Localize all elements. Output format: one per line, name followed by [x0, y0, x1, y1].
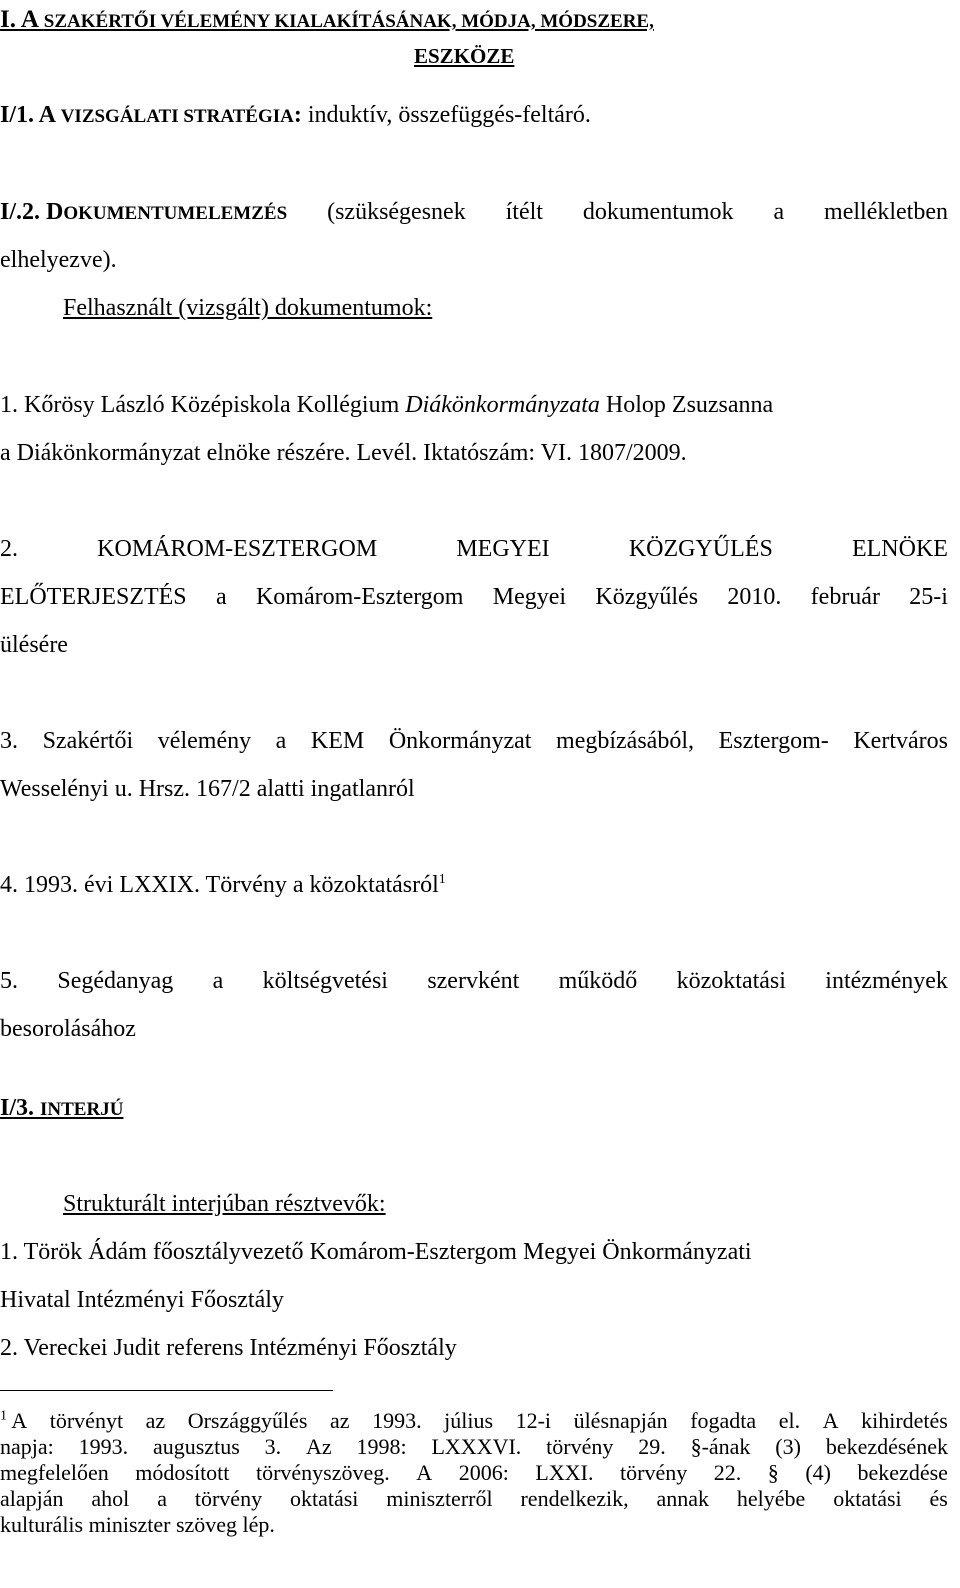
word: az — [329, 1408, 350, 1433]
docanalysis-line2: elhelyezve). — [0, 247, 117, 273]
word: a — [157, 1486, 167, 1511]
word: napja: — [0, 1434, 54, 1459]
word: (4) — [805, 1460, 831, 1485]
word: törvény — [546, 1434, 614, 1459]
footnote-line4 — [0, 1486, 948, 1512]
word: 2010. — [727, 584, 782, 610]
word: A — [11, 1408, 28, 1433]
word: vélemény — [157, 728, 252, 754]
doc4-line — [0, 871, 446, 899]
word: Megyei — [492, 584, 567, 610]
word: módosított — [135, 1460, 230, 1485]
word: 2006: — [458, 1460, 509, 1485]
footnote-line2 — [0, 1434, 948, 1460]
word: Közgyűlés — [595, 584, 699, 610]
word: Országgyűlés — [187, 1408, 308, 1433]
participant-2: 2. Vereckei Judit referens Intézményi Főosztály — [0, 1335, 457, 1361]
doc1-italic: Diákönkormányzata — [405, 392, 600, 418]
word: A — [416, 1460, 433, 1485]
docanalysis-number: I/.2. D — [0, 199, 64, 225]
word: 22. — [713, 1460, 742, 1485]
doc3-line2: Wesselényi u. Hrsz. 167/2 alatti ingatlanról — [0, 776, 415, 802]
doc2-line2 — [0, 583, 948, 611]
used-documents-heading: Felhasznált (vizsgált) dokumentumok: — [63, 295, 433, 321]
word: ítélt — [505, 199, 543, 225]
word: törvényt — [49, 1408, 124, 1433]
word: KOMÁROM-ESZTERGOM — [97, 536, 378, 562]
word: és — [929, 1486, 948, 1511]
word: dokumentumok — [582, 199, 734, 225]
word: bekezdése — [857, 1460, 948, 1485]
participant-1-line2: Hivatal Intézményi Főosztály — [0, 1287, 284, 1313]
doc5-line2: besorolásához — [0, 1016, 136, 1042]
word: ülésnapján — [573, 1408, 668, 1433]
word: 5. — [0, 968, 18, 994]
word: a — [275, 728, 287, 754]
word: működő — [558, 968, 638, 994]
word: 3. — [0, 728, 18, 754]
doc2-line3: ülésére — [0, 632, 68, 658]
word: el. — [778, 1408, 801, 1433]
footnote-ref[interactable]: 1 — [438, 872, 446, 887]
word: 29. — [638, 1434, 666, 1459]
interview-title: INTERJÚ — [40, 1099, 124, 1120]
footnote — [0, 1408, 948, 1538]
footnote-line3 — [0, 1460, 948, 1486]
doc3-line1 — [0, 727, 948, 755]
doc1-text-b: Holop Zsuzsanna — [599, 392, 774, 418]
word: KÖZGYŰLÉS — [628, 536, 773, 562]
word: oktatási — [833, 1486, 902, 1511]
word: szervként — [427, 968, 520, 994]
heading-title: SZAKÉRTŐI VÉLEMÉNY KIALAKÍTÁSÁNAK, MÓDJA, MÓDSZERE, — [43, 11, 654, 32]
word: ELNÖKE — [851, 536, 948, 562]
section-heading-line1 — [0, 6, 654, 36]
word: helyébe — [736, 1486, 806, 1511]
word: 2. — [0, 536, 18, 562]
word: kihirdetés — [861, 1408, 948, 1433]
word: annak — [656, 1486, 710, 1511]
word: § — [767, 1460, 779, 1485]
word: a — [212, 968, 224, 994]
word: fogadta — [690, 1408, 757, 1433]
participants-heading: Strukturált interjúban résztvevők: — [63, 1191, 386, 1217]
word: július — [444, 1408, 494, 1433]
word: LXXXVI. — [431, 1434, 522, 1459]
word: 3. — [264, 1434, 282, 1459]
word: mellékletben — [824, 199, 948, 225]
word: a — [773, 199, 785, 225]
word: ahol — [91, 1486, 130, 1511]
docanalysis-line1 — [0, 198, 948, 228]
heading-number: I. A — [0, 6, 44, 33]
word: az — [145, 1408, 166, 1433]
word: Szakértői — [42, 728, 134, 754]
word: 25-i — [909, 584, 948, 610]
strategy-text: induktív, összefüggés-feltáró. — [301, 102, 591, 128]
section-heading-line2: ESZKÖZE — [414, 44, 515, 68]
word: intézmények — [825, 968, 948, 994]
word: rendelkezik, — [520, 1486, 629, 1511]
word: oktatási — [289, 1486, 359, 1511]
word: megbízásából, — [556, 728, 694, 754]
footnote-line5 — [0, 1512, 948, 1538]
word: Komárom-Esztergom — [255, 584, 464, 610]
word: ELŐTERJESZTÉS — [0, 584, 187, 610]
word: törvény — [194, 1486, 263, 1511]
word: MEGYEI — [456, 536, 550, 562]
word: megfelelően — [0, 1460, 109, 1485]
word: KEM — [310, 728, 365, 754]
interview-number: I/3. — [0, 1095, 41, 1121]
footnote-mark: 1 — [0, 1408, 7, 1424]
doc1-line2: a Diákönkormányzat elnöke részére. Levél. Iktatószám: VI. 1807/2009. — [0, 440, 687, 466]
word: 1993. — [372, 1408, 422, 1433]
footnote-line1 — [0, 1408, 948, 1434]
word: törvényszöveg. — [255, 1460, 390, 1485]
word: költségvetési — [262, 968, 388, 994]
strategy-colon: : — [293, 102, 302, 128]
word: 1993. — [78, 1434, 129, 1459]
word: Kertváros — [853, 728, 948, 754]
word: Segédanyag — [57, 968, 174, 994]
word: (3) — [775, 1434, 801, 1459]
footnote-first — [0, 1408, 27, 1434]
word: augusztus — [152, 1434, 240, 1459]
interview-heading — [0, 1094, 123, 1124]
word: Önkormányzat — [388, 728, 532, 754]
word: 1998: — [356, 1434, 407, 1459]
word: §-ának — [690, 1434, 751, 1459]
doc1-text-a: 1. Kőrösy László Középiskola Kollégium — [0, 392, 406, 418]
word: miniszterről — [386, 1486, 493, 1511]
strategy-title: VIZSGÁLATI STRATÉGIA — [60, 106, 294, 127]
word: a — [215, 584, 227, 610]
doc5-line1 — [0, 967, 948, 995]
docanalysis-heading — [0, 198, 287, 228]
word: közoktatási — [676, 968, 786, 994]
word: Az — [305, 1434, 332, 1459]
word: február — [810, 584, 880, 610]
word: A — [822, 1408, 839, 1433]
word: törvény — [620, 1460, 688, 1485]
word: 12-i — [515, 1408, 552, 1433]
footnote-separator — [0, 1390, 333, 1391]
participant-1-line1: 1. Török Ádám főosztályvezető Komárom-Esztergom Megyei Önkormányzati — [0, 1239, 752, 1265]
doc2-line1 — [0, 535, 948, 563]
word: Esztergom- — [718, 728, 829, 754]
doc4-text: 4. 1993. évi LXXIX. Törvény a közoktatásról — [0, 872, 439, 898]
doc1-line1 — [0, 391, 773, 419]
docanalysis-title: OKUMENTUMELEMZÉS — [63, 203, 288, 224]
word: (szükségesnek — [327, 199, 466, 225]
word: alapján — [0, 1486, 64, 1511]
word: bekezdésének — [825, 1434, 948, 1459]
word: LXXI. — [535, 1460, 594, 1485]
footnote-last-line: kulturális miniszter szöveg lép. — [0, 1512, 275, 1537]
strategy-line — [0, 101, 591, 131]
strategy-number: I/1. A — [0, 102, 61, 128]
